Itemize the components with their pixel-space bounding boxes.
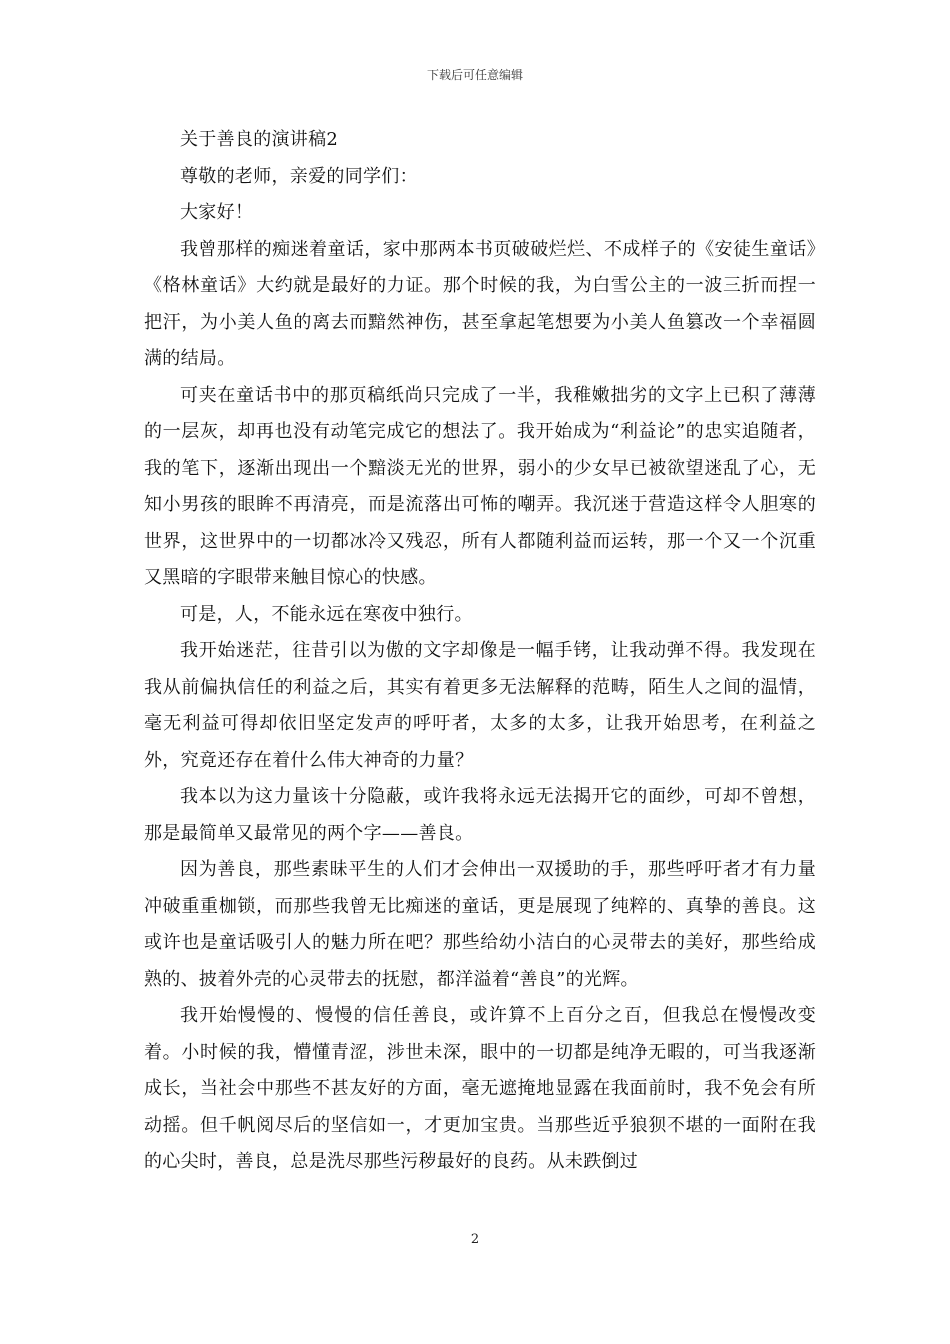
document-body [144, 122, 816, 1181]
greeting: 尊敬的老师，亲爱的同学们： [180, 165, 418, 187]
salutation: 大家好！ [180, 202, 254, 223]
document-title: 关于善良的演讲稿2 [180, 129, 339, 150]
paragraph: 可夹在童话书中的那页稿纸尚只完成了一半，我稚嫩拙劣的文字上已积了薄薄的一层灰，却再也没有动笔完成它的想法了。我开始成为“利益论”的忠实追随者，我的笔下，逐渐出现出一个黯淡无光的世界，弱小的少女早已被欲望迷乱了心，无知小男孩的眼眸不再清亮，而是流落出可怖的嘲弄。我沉迷于营造这样令人胆寒的世界，这世界中的一切都冰冷又残忍，所有人都随利益而运转，那一个又一个沉重又黑暗的字眼带来触目惊心的快感。 [144, 384, 816, 588]
paragraph: 可是，人，不能永远在寒夜中独行。 [180, 603, 473, 625]
paragraph: 因为善良，那些素昧平生的人们才会伸出一双援助的手，那些呼吁者才有力量冲破重重枷锁，而那些我曾无比痴迷的童话，更是展现了纯粹的、真挚的善良。这或许也是童话吸引人的魅力所在吧？那些给幼小洁白的心灵带去的美好，那些给成熟的、披着外壳的心灵带去的抚慰，都洋溢着“善良”的光辉。 [144, 859, 816, 990]
paragraph: 我开始迷茫，往昔引以为傲的文字却像是一幅手铐，让我动弹不得。我发现在我从前偏执信任的利益之后，其实有着更多无法解释的范畴，陌生人之间的温情，毫无利益可得却依旧坚定发声的呼吁者，太多的太多，让我开始思考，在利益之外，究竟还存在着什么伟大神奇的力量？ [144, 640, 816, 771]
page-header: 下载后可任意编辑 [426, 68, 523, 82]
paragraph: 我曾那样的痴迷着童话，家中那两本书页破破烂烂、不成样子的《安徒生童话》《格林童话》大约就是最好的力证。那个时候的我，为白雪公主的一波三折而捏一把汗，为小美人鱼的离去而黯然神伤，甚至拿起笔想要为小美人鱼篡改一个幸福圆满的结局。 [144, 238, 816, 369]
page-number: 2 [470, 1232, 480, 1247]
paragraph: 我本以为这力量该十分隐蔽，或许我将永远无法揭开它的面纱，可却不曾想，那是最简单又最常见的两个字——善良。 [144, 786, 816, 844]
paragraph: 我开始慢慢的、慢慢的信任善良，或许算不上百分之百，但我总在慢慢改变着。小时候的我，懵懂青涩，涉世未深，眼中的一切都是纯净无暇的，可当我逐渐成长，当社会中那些不甚友好的方面，毫无遮掩地显露在我面前时，我不免会有所动摇。但千帆阅尽后的坚信如一，才更加宝贵。当那些近乎狼狈不堪的一面附在我的心尖时，善良，总是洗尽那些污秽最好的良药。从未跌倒过 [144, 1005, 816, 1172]
